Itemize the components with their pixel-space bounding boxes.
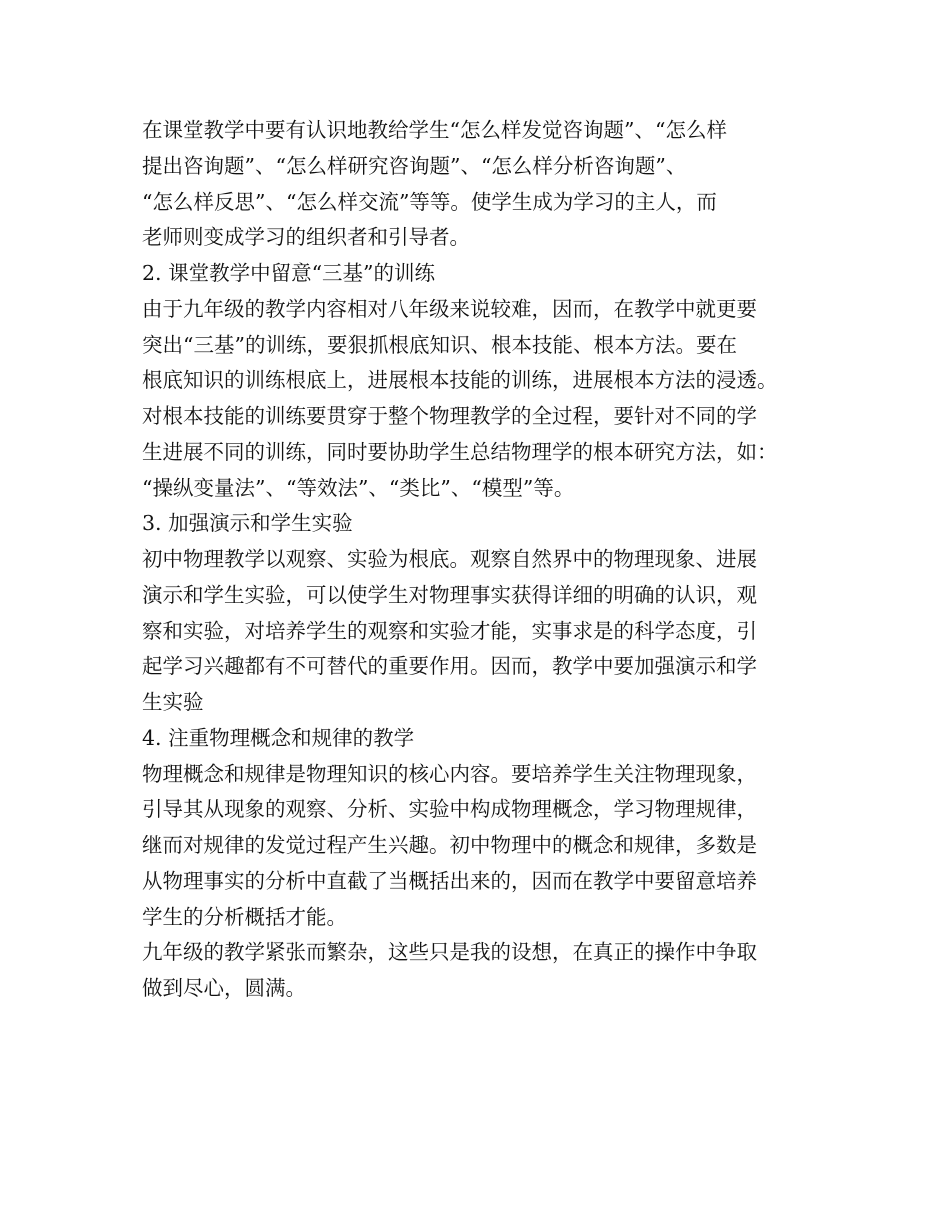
text-line: 物理概念和规律是物理知识的核心内容。要培养学生关注物理现象， — [142, 761, 757, 786]
text-line: 演示和学生实验，可以使学生对物理事实获得详细的明确的认识，观 — [142, 582, 757, 607]
text-line: 由于九年级的教学内容相对八年级来说较难，因而，在教学中就更要 — [142, 296, 757, 321]
text-line: 察和实验，对培养学生的观察和实验才能，实事求是的科学态度，引 — [142, 618, 757, 643]
text-line: 继而对规律的发觉过程产生兴趣。初中物理中的概念和规律，多数是 — [142, 833, 757, 857]
text-line: 突出“三基”的训练，要狠抓根底知识、根本技能、根本方法。要在 — [142, 332, 737, 357]
text-line: 从物理事实的分析中直截了当概括出来的，因而在教学中要留意培养 — [142, 868, 757, 893]
text-line: “操纵变量法”、“等效法”、“类比”、“模型”等。 — [142, 475, 575, 500]
text-line: 生实验 — [142, 690, 204, 714]
text-line: 提出咨询题”、“怎么样研究咨询题”、“怎么样分析咨询题”、 — [142, 153, 687, 178]
text-line: 初中物理教学以观察、实验为根底。观察自然界中的物理现象、进展 — [142, 547, 757, 571]
document-body — [142, 113, 832, 1007]
text-line: 根底知识的训练根底上，进展根本技能的训练，进展根本方法的浸透。 — [142, 368, 778, 393]
text-line: 在课堂教学中要有认识地教给学生“怎么样发觉咨询题”、“怎么样 — [142, 118, 727, 142]
text-line: 起学习兴趣都有不可替代的重要作用。因而，教学中要加强演示和学 — [142, 654, 757, 679]
text-line: 做到尽心，圆满。 — [142, 976, 306, 1000]
text-line: 对根本技能的训练要贯穿于整个物理教学的全过程，要针对不同的学 — [142, 404, 757, 428]
section-heading: 3. 加强演示和学生实验 — [142, 511, 353, 536]
text-line: 学生的分析概括才能。 — [142, 904, 347, 929]
section-heading: 4. 注重物理概念和规律的教学 — [142, 725, 415, 750]
text-line: 老师则变成学习的组织者和引导者。 — [142, 225, 470, 250]
text-line: 引导其从现象的观察、分析、实验中构成物理概念，学习物理规律， — [142, 797, 757, 822]
text-line: 九年级的教学紧张而繁杂，这些只是我的设想，在真正的操作中争取 — [142, 940, 757, 965]
section-heading: 2. 课堂教学中留意“三基”的训练 — [142, 261, 436, 285]
text-line: 生进展不同的训练，同时要协助学生总结物理学的根本研究方法，如： — [142, 439, 778, 464]
text-line: “怎么样反思”、“怎么样交流”等等。使学生成为学习的主人，而 — [142, 189, 717, 214]
